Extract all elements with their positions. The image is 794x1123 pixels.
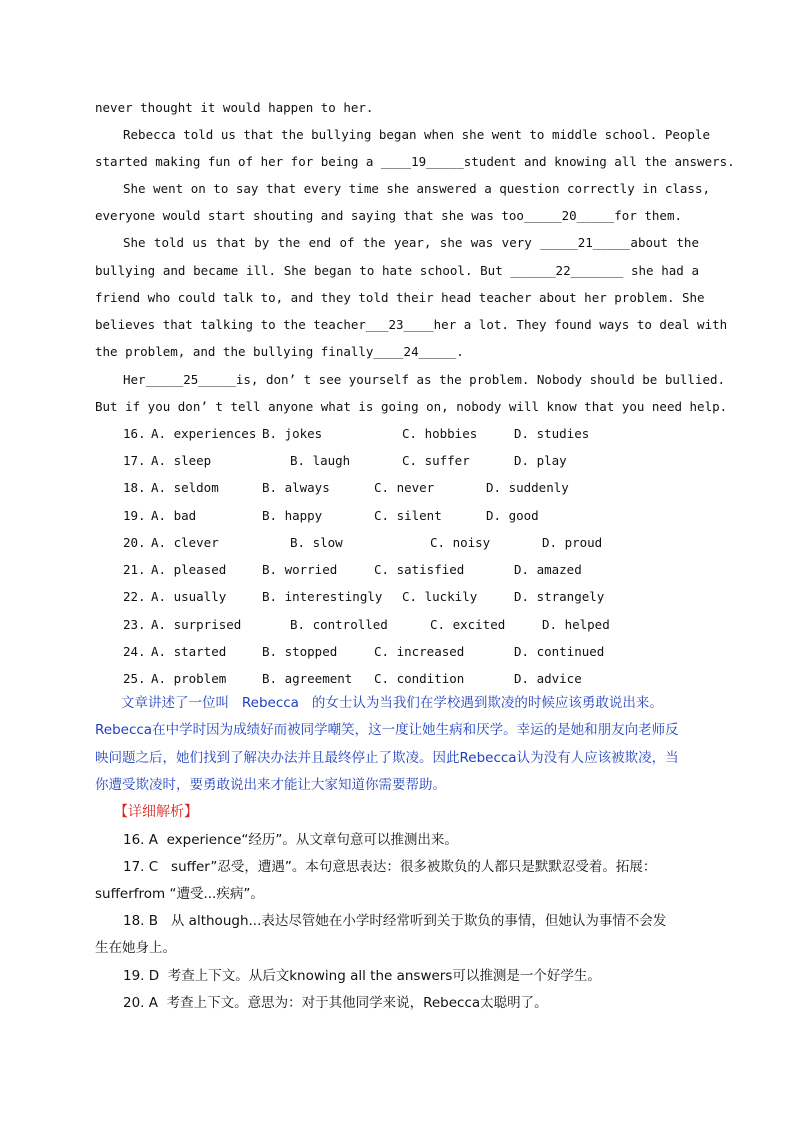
option-d: D. continued: [514, 644, 605, 659]
passage-line: Her_____25_____is, don’ t see yourself as the problem. Nobody should be bullied.: [123, 372, 726, 387]
option-d: D. helped: [542, 617, 610, 632]
passage-line: But if you don’ t tell anyone what is going on, nobody will know that you need help.: [95, 399, 728, 414]
option-d: D. strangely: [514, 589, 605, 604]
passage-line: bullying and became ill. She began to hate school. But ______22_______ she had a: [95, 263, 699, 278]
option-c: C. hobbies: [402, 426, 478, 441]
question-number: 22.: [123, 589, 146, 604]
explanation-line: 生在她身上。: [95, 940, 176, 956]
option-a: A. experiences: [151, 426, 257, 441]
question-number: 16.: [123, 426, 146, 441]
option-a: A. bad: [151, 508, 197, 523]
option-d: D. good: [486, 508, 539, 523]
option-a: A. seldom: [151, 480, 219, 495]
explanation-line: 17. C suffer”忍受，遭遇”。本句意思表达：很多被欺负的人都只是默默忍受着。拓展：: [123, 859, 657, 875]
passage-line: the problem, and the bullying finally____24_____.: [95, 344, 464, 359]
option-c: C. suffer: [402, 453, 470, 468]
option-c: C. never: [374, 480, 435, 495]
option-b: B. slow: [290, 535, 343, 550]
passage-line: never thought it would happen to her.: [95, 100, 374, 115]
option-c: C. condition: [374, 671, 465, 686]
passage-line: everyone would start shouting and saying that she was too_____20_____for them.: [95, 208, 682, 223]
option-b: B. always: [262, 480, 330, 495]
section-heading: 【详细解析】: [114, 804, 198, 820]
passage-line: believes that talking to the teacher___23____her a lot. They found ways to deal with: [95, 317, 728, 332]
explanation-line: 19. D 考查上下文。从后文knowing all the answers可以推测是一个好学生。: [123, 968, 601, 984]
question-number: 21.: [123, 562, 146, 577]
option-a: A. started: [151, 644, 227, 659]
option-b: B. happy: [262, 508, 323, 523]
option-b: B. controlled: [290, 617, 388, 632]
option-d: D. amazed: [514, 562, 582, 577]
option-d: D. studies: [514, 426, 590, 441]
option-b: B. stopped: [262, 644, 338, 659]
summary-line: 文章讲述了一位叫 Rebecca 的女士认为当我们在学校遇到欺凌的时候应该勇敢说出来。: [121, 695, 663, 711]
passage-line: She told us that by the end of the year, she was very _____21_____about the: [123, 235, 699, 250]
question-number: 23.: [123, 617, 146, 632]
question-number: 18.: [123, 480, 146, 495]
option-c: C. satisfied: [374, 562, 465, 577]
explanation-line: 18. B 从 although...表达尽管她在小学时经常听到关于欺负的事情，但她认为事情不会发: [123, 913, 667, 929]
summary-line: 映问题之后，她们找到了解决办法并且最终停止了欺凌。因此Rebecca认为没有人应该被欺凌，当: [95, 750, 679, 766]
option-a: A. problem: [151, 671, 227, 686]
option-b: B. interestingly: [262, 589, 383, 604]
option-a: A. sleep: [151, 453, 212, 468]
option-d: D. suddenly: [486, 480, 569, 495]
option-d: D. advice: [514, 671, 582, 686]
option-c: C. increased: [374, 644, 465, 659]
option-d: D. proud: [542, 535, 603, 550]
option-a: A. surprised: [151, 617, 242, 632]
option-b: B. worried: [262, 562, 338, 577]
option-b: B. laugh: [290, 453, 351, 468]
option-a: A. clever: [151, 535, 219, 550]
passage-line: She went on to say that every time she answered a question correctly in class,: [123, 181, 710, 196]
question-number: 17.: [123, 453, 146, 468]
passage-line: started making fun of her for being a ____19_____student and knowing all the answers.: [95, 154, 735, 169]
explanation-line: sufferfrom “遭受...疾病”。: [95, 886, 264, 902]
option-a: A. pleased: [151, 562, 227, 577]
option-b: B. jokes: [262, 426, 323, 441]
option-c: C. luckily: [402, 589, 478, 604]
question-number: 25.: [123, 671, 146, 686]
passage-line: Rebecca told us that the bullying began when she went to middle school. People: [123, 127, 710, 142]
summary-line: 你遭受欺凌时，要勇敢说出来才能让大家知道你需要帮助。: [95, 777, 446, 793]
summary-line: Rebecca在中学时因为成绩好而被同学嘲笑，这一度让她生病和厌学。幸运的是她和朋友向老师反: [95, 722, 679, 738]
option-c: C. silent: [374, 508, 442, 523]
explanation-line: 16. A experience“经历”。从文章句意可以推测出来。: [123, 832, 458, 848]
option-b: B. agreement: [262, 671, 353, 686]
question-number: 24.: [123, 644, 146, 659]
option-c: C. excited: [430, 617, 506, 632]
passage-line: friend who could talk to, and they told their head teacher about her problem. She: [95, 290, 705, 305]
question-number: 20.: [123, 535, 146, 550]
explanation-line: 20. A 考查上下文。意思为：对于其他同学来说，Rebecca太聪明了。: [123, 995, 548, 1011]
option-d: D. play: [514, 453, 567, 468]
option-a: A. usually: [151, 589, 227, 604]
option-c: C. noisy: [430, 535, 491, 550]
question-number: 19.: [123, 508, 146, 523]
